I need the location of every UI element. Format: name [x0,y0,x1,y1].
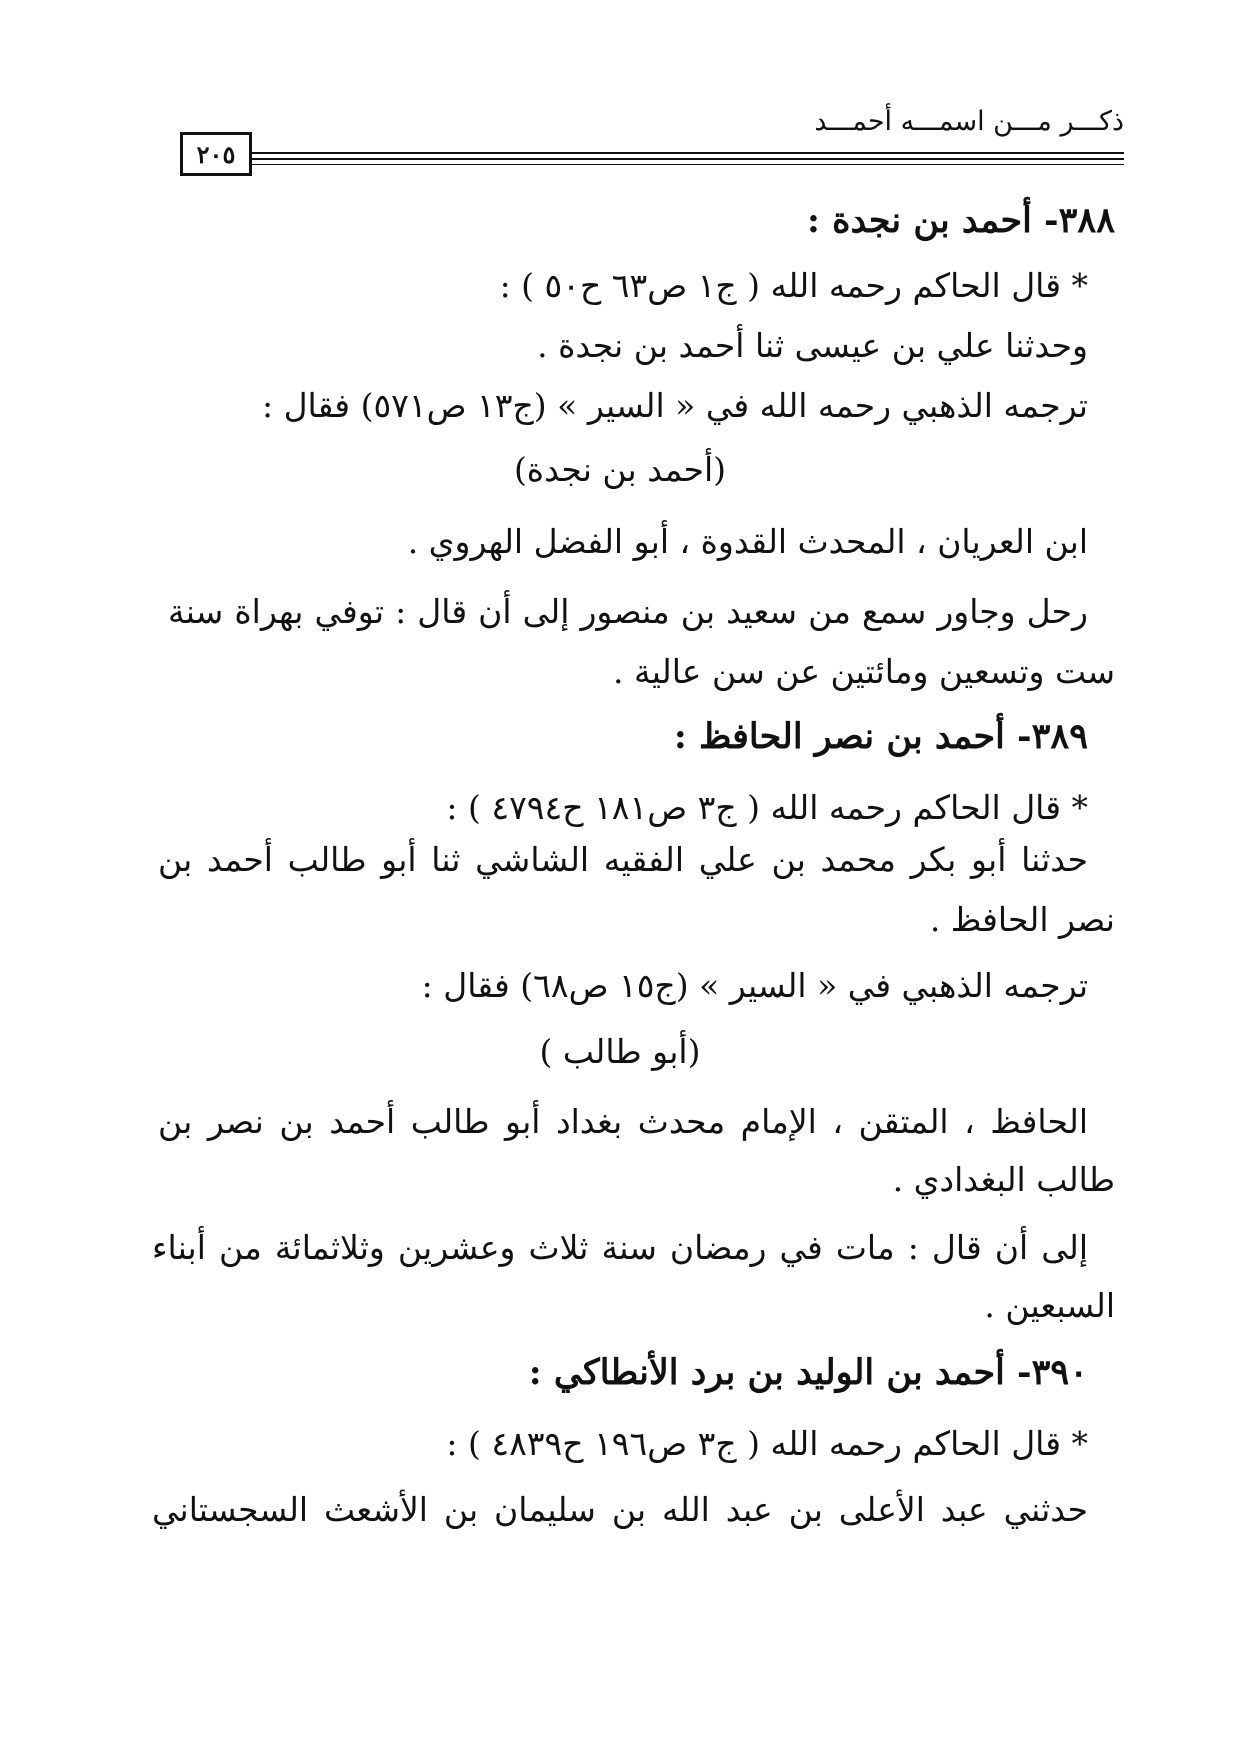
text-line: حدثني عبد الأعلى بن عبد الله بن سليمان بن الأشعث السجستاني [152,1490,1088,1529]
text-line: إلى أن قال : مات في رمضان سنة ثلاث وعشرين وثلاثمائة من أبناء [152,1228,1088,1267]
header-rule [252,164,1124,165]
text-line: طالب البغدادي . [892,1160,1115,1199]
entry-heading: ٣٨٨- أحمد بن نجدة : [807,200,1115,241]
entry-heading: ٣٩٠- أحمد بن الوليد بن برد الأنطاكي : [528,1352,1088,1393]
header-rule [252,152,1124,154]
biography-name: (أبو طالب ) [539,1032,701,1071]
text-line: ترجمه الذهبي رحمه الله في « السير » (ج١٣ ص٥٧١) فقال : [261,386,1088,425]
text-line: حدثنا أبو بكر محمد بن علي الفقيه الشاشي ثنا أبو طالب أحمد بن [158,840,1088,879]
text-line: السبعين . [984,1286,1115,1325]
text-line: ترجمه الذهبي في « السير » (ج١٥ ص٦٨) فقال : [421,966,1088,1005]
page-number: ٢٠٥ [180,132,252,176]
text-line: ابن العريان ، المحدث القدوة ، أبو الفضل الهروي . [407,522,1088,561]
text-line: الحافظ ، المتقن ، الإمام محدث بغداد أبو طالب أحمد بن نصر بن [158,1102,1088,1141]
text-line: نصر الحافظ . [929,900,1115,939]
running-title: ذكـــر مـــن اسمـــه أحمـــد [814,106,1124,137]
text-line: رحل وجاور سمع من سعيد بن منصور إلى أن قال : توفي بهراة سنة [168,592,1088,631]
text-line: ست وتسعين ومائتين عن سن عالية . [613,652,1115,691]
entry-heading: ٣٨٩- أحمد بن نصر الحافظ : [673,716,1088,757]
citation-line: * قال الحاكم رحمه الله ( ج١ ص٦٣ ح٥٠ ) : [499,266,1088,305]
citation-line: * قال الحاكم رحمه الله ( ج٣ ص١٩٦ ح٤٨٣٩ ) : [446,1424,1088,1463]
citation-line: * قال الحاكم رحمه الله ( ج٣ ص١٨١ ح٤٧٩٤ ) : [446,788,1088,827]
biography-name: (أحمد بن نجدة) [513,450,727,489]
text-line: وحدثنا علي بن عيسى ثنا أحمد بن نجدة . [537,326,1088,365]
header-rule [252,158,1124,160]
